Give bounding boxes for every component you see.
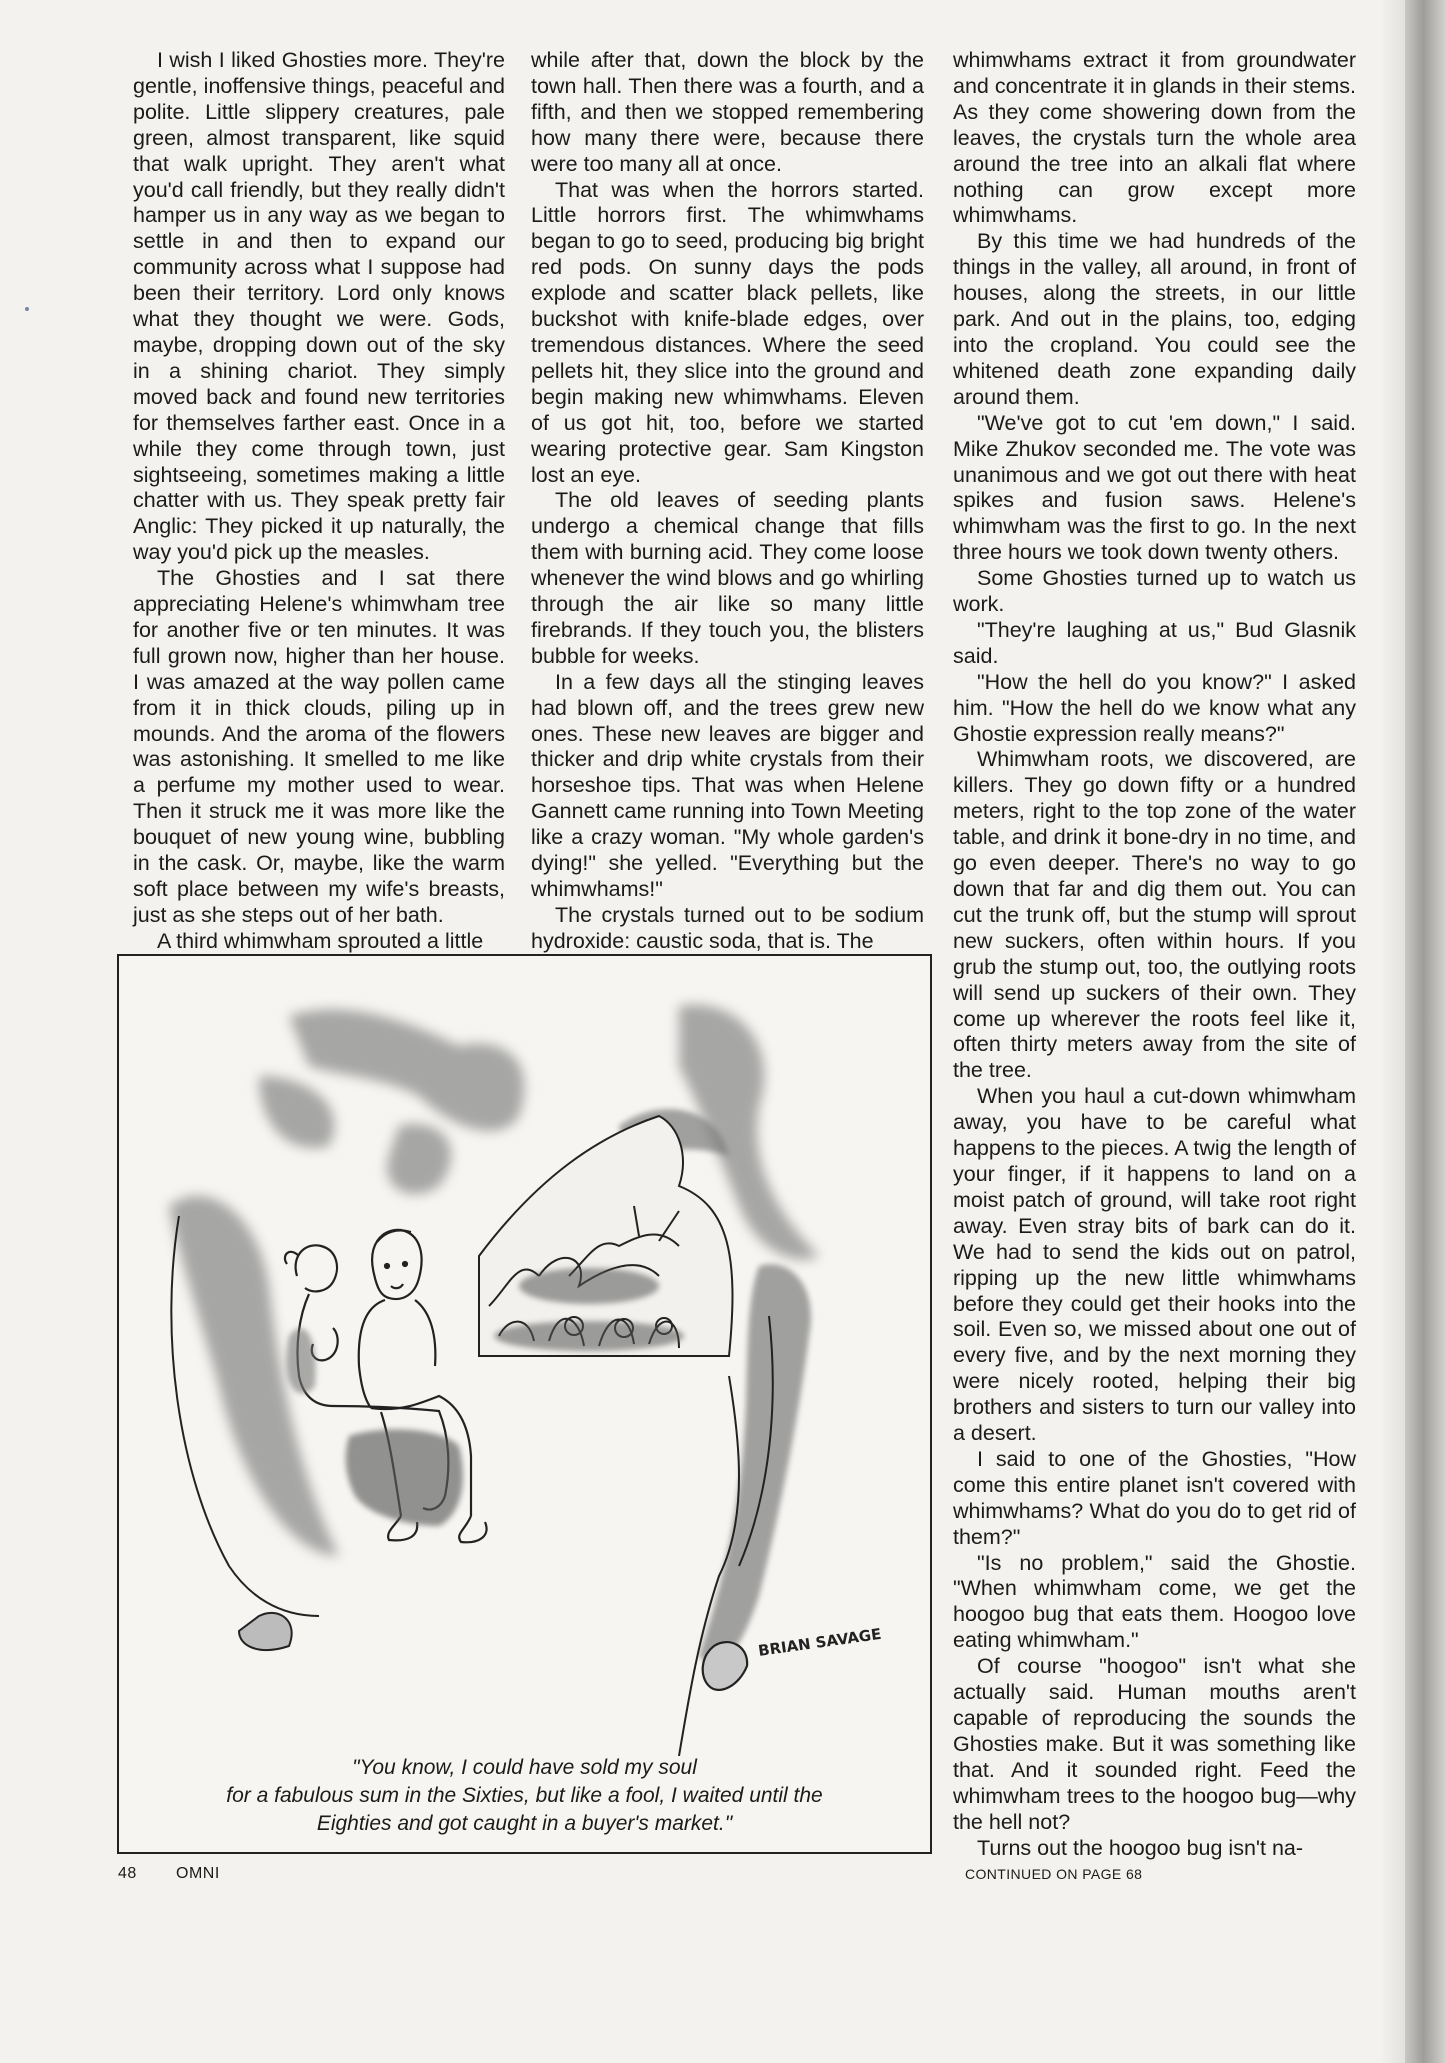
- foot-figure: [703, 1642, 747, 1690]
- paragraph: while after that, down the block by the town hall. Then there was a fourth, and a fifth, and then we stopped remembering how many there were, because there were too many all at once.: [531, 48, 924, 176]
- signature-text: BRIAN SAVAGE: [757, 1624, 883, 1660]
- caption-line: Eighties and got caught in a buyer's market.": [316, 1812, 733, 1835]
- article-column-1: [133, 48, 505, 955]
- article-column-2: [531, 48, 924, 955]
- paragraph: "They're laughing at us," Bud Glasnik said.: [953, 617, 1356, 668]
- continued-note: CONTINUED ON PAGE 68: [965, 1866, 1143, 1882]
- paragraph: When you haul a cut-down whimwham away, you have to be careful what happens to the pieces. A twig the length of your finger, if it happens to land on a moist patch of ground, will take root right away. Even stray bits of bark can do it. We had to send the kids out on patrol, ripping up the new little whimwhams before they could get their hooks into the soil. Even so, we missed about one out of every five, and by the next morning they were nicely rooted, helping their big brothers and sisters to turn our valley into a desert.: [953, 1084, 1356, 1446]
- paragraph: In a few days all the stinging leaves had blown off, and the trees grew new ones. These new leaves are bigger and thicker and drip white crystals from their horseshoe tips. That was when Helene Gannett came running into Town Meeting like a crazy woman. "My whole garden's dying!" she yelled. "Everything but the whimwhams!": [531, 669, 924, 901]
- paragraph: I wish I liked Ghosties more. They're gentle, inoffensive things, peaceful and polite. Little slippery creatures, pale green, almost transparent, like squid that walk upright. They aren't what you'd call friendly, but they really didn't hamper us in any way as we began to settle in and then to expand our community across what I suppose had been their territory. Lord only knows what they thought we were. Gods, maybe, dropping down out of the sky in a shining chariot. They simply moved back and found new territories for themselves farther east. Once in a while they come through town, just sightseeing, sometimes making a little chatter with us. They speak pretty fair Anglic: They picked it up naturally, the way you'd pick up the measles.: [133, 48, 505, 565]
- paragraph: "We've got to cut 'em down," I said. Mike Zhukov seconded me. The vote was unanimous and we got out there with heat spikes and fusion saws. Helene's whimwham was the first to go. In the next three hours we took down twenty others.: [953, 410, 1356, 565]
- paragraph: The old leaves of seeding plants undergo a chemical change that fills them with burning acid. They come loose whenever the wind blows and go whirling through the air like so many little firebrands. If they touch you, the blisters bubble for weeks.: [531, 488, 924, 668]
- paragraph: Whimwham roots, we discovered, are killers. They go down fifty or a hundred meters, right to the top zone of the water table, and drink it bone-dry in no time, and go even deeper. There's no way to go down that far and dig them out. You can cut the trunk off, but the stump will sprout new suckers, often within hours. If you grub the stump out, too, the outlying roots will send up suckers of their own. They come up wherever the roots feel like it, often thirty meters away from the site of the tree.: [953, 747, 1356, 1083]
- paragraph: Turns out the hoogoo bug isn't na-: [977, 1835, 1304, 1860]
- page-gutter-shadow: [1380, 0, 1408, 2063]
- caption-line: "You know, I could have sold my soul: [352, 1756, 697, 1779]
- paragraph: A third whimwham sprouted a little: [157, 928, 484, 953]
- margin-mark: [25, 307, 29, 311]
- caption-line: for a fabulous sum in the Sixties, but like a fool, I waited until the: [226, 1784, 823, 1807]
- rock-seat: [346, 1429, 463, 1526]
- artist-signature: [757, 1625, 882, 1660]
- paragraph: "How the hell do you know?" I asked him. "How the hell do we know what any Ghostie expression really means?": [953, 669, 1356, 746]
- paragraph: Some Ghosties turned up to watch us work.: [953, 566, 1356, 617]
- page-number: 48: [118, 1865, 137, 1882]
- binding-spine: [1405, 0, 1446, 2063]
- paragraph: The crystals turned out to be sodium hydroxide: caustic soda, that is. The: [531, 902, 924, 953]
- cave-painting: [479, 1116, 732, 1356]
- cartoon-panel: [117, 954, 932, 1854]
- paragraph: By this time we had hundreds of the things in the valley, all around, in front of houses, along the streets, in our little park. And out in the plains, too, edging into the cropland. You could see the whitened death zone expanding daily around them.: [953, 229, 1356, 409]
- paragraph: I said to one of the Ghosties, "How come this entire planet isn't covered with whimwhams? What do you do to get rid of them?": [953, 1446, 1356, 1549]
- paragraph: whimwhams extract it from groundwater and concentrate it in glands in their stems. As they come showering down from the leaves, the crystals turn the whole area around the tree into an alkali flat where nothing can grow except more whimwhams.: [953, 48, 1356, 228]
- woman-shading: [286, 1328, 315, 1393]
- article-column-3: [953, 48, 1356, 1861]
- paragraph: That was when the horrors started. Little horrors first. The whimwhams began to go to seed, producing big bright red pods. On sunny days the pods explode and scatter black pellets, like buckshot with knife-blade edges, over tremendous distances. Where the seed pellets hit, they slice into the ground and begin making new whimwhams. Eleven of us got hit, too, before we started wearing protective gear. Sam Kingston lost an eye.: [531, 177, 924, 487]
- cartoon-caption: [139, 1754, 910, 1838]
- paragraph: "Is no problem," said the Ghostie. "When whimwham come, we get the hoogoo bug that eats them. Hoogoo love eating whimwham.": [953, 1550, 1356, 1653]
- cartoon-illustration: [119, 956, 930, 1756]
- paragraph: The Ghosties and I sat there appreciating Helene's whimwham tree for another five or ten minutes. It was full grown now, higher than her house. I was amazed at the way pollen came from it in thick clouds, piling up in mounds. And the aroma of the flowers was astonishing. It smelled to me like a perfume my mother used to wear. Then it struck me it was more like the bouquet of new young wine, bubbling in the cask. Or, maybe, like the warm soft place between my wife's breasts, just as she steps out of her bath.: [133, 566, 505, 927]
- paragraph: Of course "hoogoo" isn't what she actually said. Human mouths aren't capable of reproducing the sounds the Ghosties make. But it was something like that. And it sounded right. Feed the whimwham trees to the hoogoo bug—why the hell not?: [953, 1654, 1356, 1834]
- magazine-name: OMNI: [176, 1865, 220, 1882]
